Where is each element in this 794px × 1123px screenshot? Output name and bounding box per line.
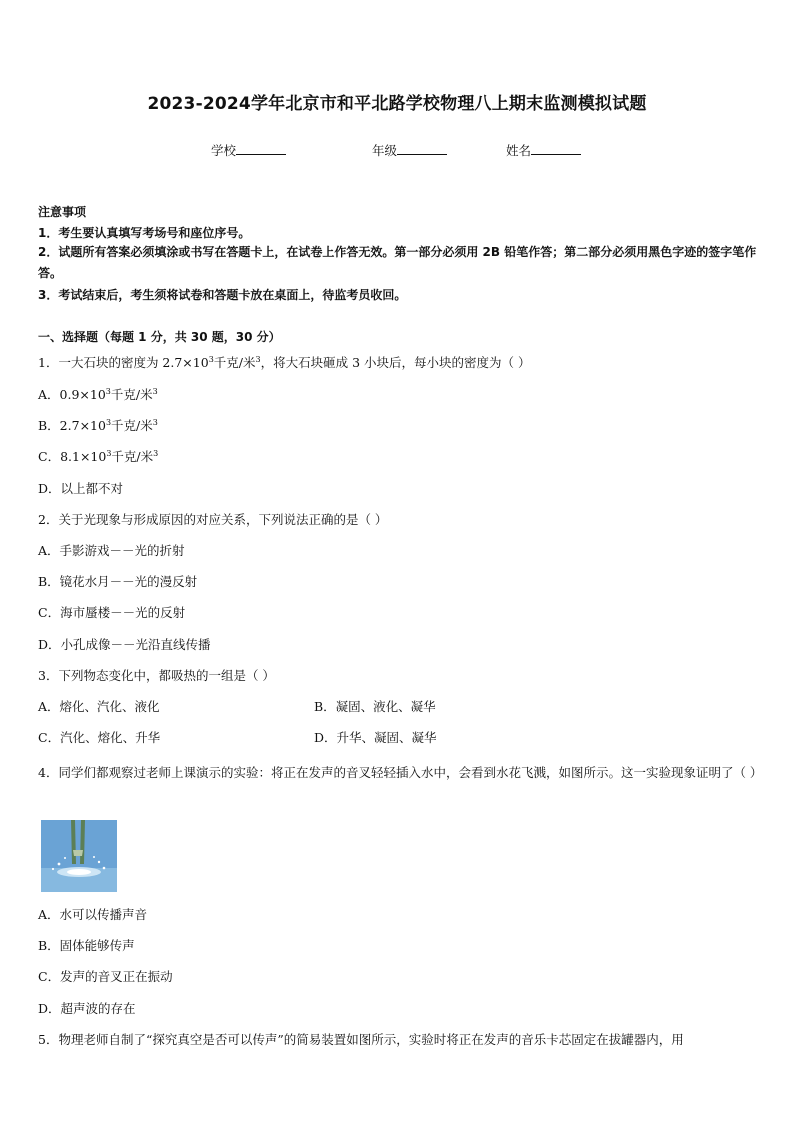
exam-title: 2023-2024学年北京市和平北路学校物理八上期末监测模拟试题	[147, 94, 647, 114]
q1-stem-a: 1．一大石块的密度为 2.7×10	[38, 355, 209, 370]
notice-item-2: 2．试题所有答案必须填涂或书写在答题卡上，在试卷上作答无效。第一部分必须用 2B 铅笔作答；第二部分必须用黑色字迹的签字笔作答。	[38, 245, 757, 280]
q1-stem-c: ，将大石块砸成 3 小块后，每小块的密度为（ ）	[260, 355, 531, 370]
q1-a-sup2: 3	[152, 386, 158, 396]
q2-option-c: C．海市蜃楼－－光的反射	[38, 605, 186, 620]
student-info-row	[0, 141, 794, 161]
question-1-stem	[38, 353, 530, 371]
q1-option-d: D．以上都不对	[38, 481, 124, 496]
q1-a-pre: A．0.9×10	[38, 387, 106, 402]
notice-heading: 注意事项	[38, 205, 87, 219]
q2-option-a: A．手影游戏－－光的折射	[38, 543, 185, 558]
q1-b-mid: 千克/米	[111, 418, 153, 433]
q4-option-d: D．超声波的存在	[38, 1001, 136, 1016]
question-4-stem: 4．同学们都观察过老师上课演示的实验：将正在发声的音叉轻轻插入水中，会看到水花飞溅，如图所示。这一实验现象证明了（ ）	[38, 765, 763, 780]
q1-c-sup1: 3	[106, 448, 112, 458]
q1-b-sup1: 3	[105, 417, 112, 427]
name-blank	[531, 141, 581, 155]
school-field	[211, 141, 286, 159]
q3-option-c: C．汽化、熔化、升华	[38, 730, 161, 745]
question-5-stem: 5．物理老师自制了“探究真空是否可以传声”的简易装置如图所示，实验时将正在发声的音乐卡芯固定在拔罐器内，用	[38, 1032, 684, 1047]
q4-option-b: B．固体能够传声	[38, 938, 135, 953]
q1-option-a	[38, 385, 158, 403]
question-2-stem: 2．关于光现象与形成原因的对应关系，下列说法正确的是（ ）	[38, 512, 388, 527]
q3-option-b: B．凝固、液化、凝华	[314, 699, 436, 714]
q1-stem-sup2: 3	[255, 354, 261, 364]
section-heading-choice: 一、选择题（每题 1 分，共 30 题，30 分）	[38, 330, 281, 344]
school-label: 学校	[211, 143, 237, 158]
q3-option-d: D．升华、凝固、凝华	[314, 730, 437, 745]
tuning-fork-water-photo	[41, 820, 117, 892]
name-label: 姓名	[506, 143, 532, 158]
question-3-stem: 3．下列物态变化中，都吸热的一组是（ ）	[38, 668, 275, 683]
q1-a-mid: 千克/米	[110, 387, 153, 402]
grade-blank	[397, 141, 447, 155]
q4-option-c: C．发声的音叉正在振动	[38, 969, 173, 984]
grade-label: 年级	[372, 143, 398, 158]
q4-option-a: A．水可以传播声音	[38, 907, 148, 922]
q1-c-pre: C．8.1×10	[38, 449, 107, 464]
school-blank	[236, 141, 286, 155]
q2-option-b: B．镜花水月－－光的漫反射	[38, 574, 198, 589]
q1-stem-b: 千克/米	[213, 355, 256, 370]
q1-option-c	[38, 447, 158, 465]
q1-c-mid: 千克/米	[111, 449, 154, 464]
q1-b-sup2: 3	[152, 417, 158, 427]
notice-item-3: 3．考试结束后，考生须将试卷和答题卡放在桌面上，待监考员收回。	[38, 288, 407, 302]
q1-option-b	[38, 416, 158, 434]
name-field	[506, 141, 581, 159]
q1-a-sup1: 3	[105, 386, 111, 396]
q3-option-a: A．熔化、汽化、液化	[38, 699, 160, 714]
q2-option-d: D．小孔成像－－光沿直线传播	[38, 637, 211, 652]
q1-b-pre: B．2.7×10	[38, 418, 106, 433]
notice-item-1: 1．考生要认真填写考场号和座位序号。	[38, 226, 251, 240]
tuning-fork-illustration	[41, 820, 117, 892]
q1-stem-sup1: 3	[208, 354, 214, 364]
q1-c-sup2: 3	[153, 448, 159, 458]
grade-field	[372, 141, 447, 159]
